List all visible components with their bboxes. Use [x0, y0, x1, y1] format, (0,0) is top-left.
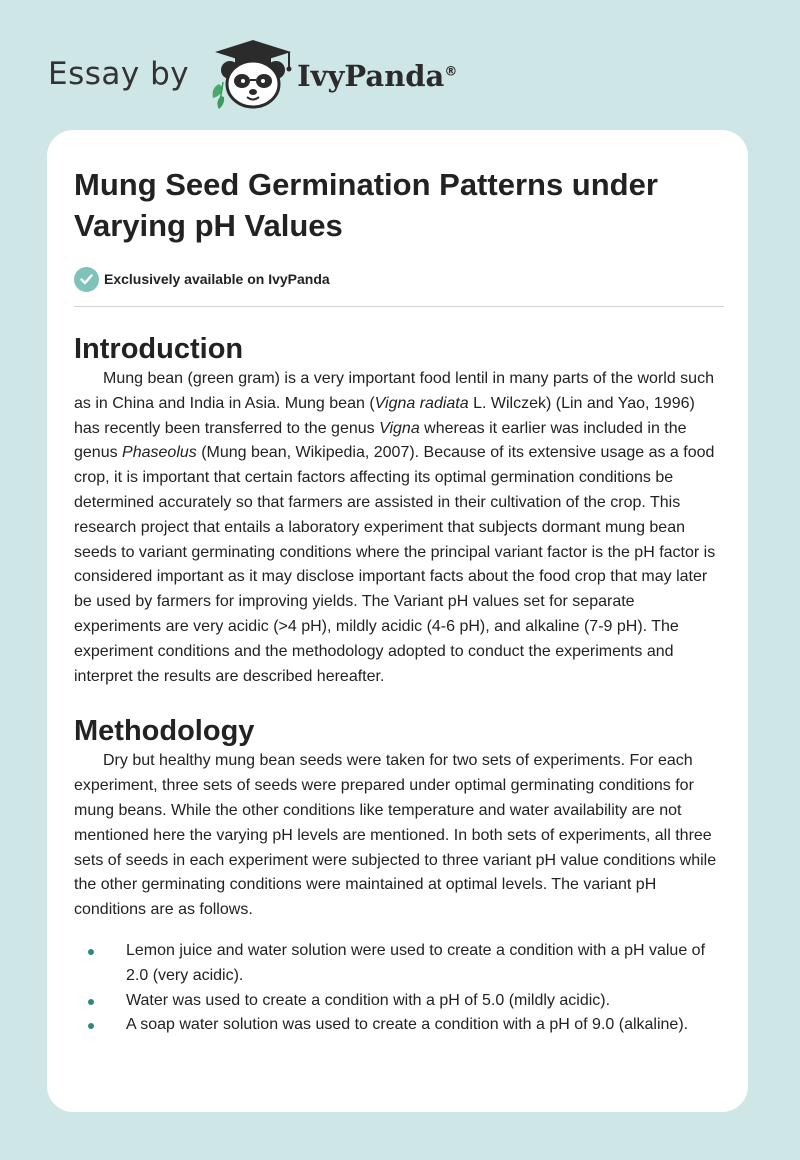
brand-name[interactable]: IvyPanda® — [297, 59, 458, 93]
exclusive-badge — [74, 266, 724, 292]
methodology-heading: Methodology — [74, 715, 255, 748]
ph-conditions-list — [74, 939, 724, 1038]
site-header — [48, 36, 457, 112]
introduction-paragraph — [74, 367, 724, 689]
list-item: Water was used to create a condition with a pH of 5.0 (mildly acidic). — [74, 989, 724, 1014]
italic-term: Vigna radiata — [374, 394, 469, 412]
bullet-dot-icon — [88, 999, 94, 1005]
check-icon — [74, 267, 99, 292]
bullet-dot-icon — [88, 949, 94, 955]
italic-term: Phaseolus — [122, 444, 197, 462]
list-item: A soap water solution was used to create a condition with a pH of 9.0 (alkaline). — [74, 1013, 724, 1038]
bullet-dot-icon — [88, 1023, 94, 1029]
essay-card — [47, 130, 748, 1112]
page-title: Mung Seed Germination Patterns under Varying pH Values — [74, 167, 658, 243]
italic-term: Vigna — [379, 419, 420, 437]
paragraph-text: whereas it earlier was included in the genus — [74, 419, 687, 462]
panda-logo-icon[interactable] — [205, 38, 295, 110]
registered-mark: ® — [444, 64, 458, 80]
essay-by-label: Essay by — [48, 56, 190, 92]
list-item: Lemon juice and water solution were used to create a condition with a pH value of 2.0 (very acidic). — [74, 939, 724, 989]
paragraph-text: Mung bean (green gram) is a very important food lentil in many parts of the world such as in China and India in Asia. Mung bean ( — [74, 370, 714, 412]
methodology-paragraph: Dry but healthy mung bean seeds were taken for two sets of experiments. For each experiment, three sets of seeds were prepared under optimal germinating conditions for mung beans. While the other conditions like temperature and water availability are not mentioned here the varying pH levels are mentioned. In both sets of experiments, all three sets of seeds in each experiment were subjected to three variant pH value conditions while the other germinating conditions were maintained at optimal levels. The variant pH conditions are as follows. — [74, 752, 717, 919]
title-divider — [74, 306, 724, 307]
essay-content — [74, 164, 724, 1038]
paragraph-text: (Mung bean, Wikipedia, 2007). Because of its extensive usage as a food crop, it is important that certain factors affecting its optimal germination conditions be determined accurately so that farmers are assisted in their cultivation of the crop. This research project that entails a laboratory experiment that subjects dormant mung bean seeds to variant germinating conditions where the principal variant factor is the pH factor is considered important as it may disclose important facts about the food crop that may later be used by farmers for improving yields. The Variant pH values set for separate experiments are very acidic (>4 pH), mildly acidic (4-6 pH), and alkaline (7-9 pH). The experiment conditions and the methodology adopted to conduct the experiments and interpret the results are described hereafter. — [74, 444, 716, 685]
exclusive-badge-label: Exclusively available on IvyPanda — [104, 271, 330, 287]
introduction-heading: Introduction — [74, 333, 244, 365]
paragraph-text: L. Wilczek) (Lin and Yao, 1996) has recently been transferred to the genus — [74, 394, 695, 437]
